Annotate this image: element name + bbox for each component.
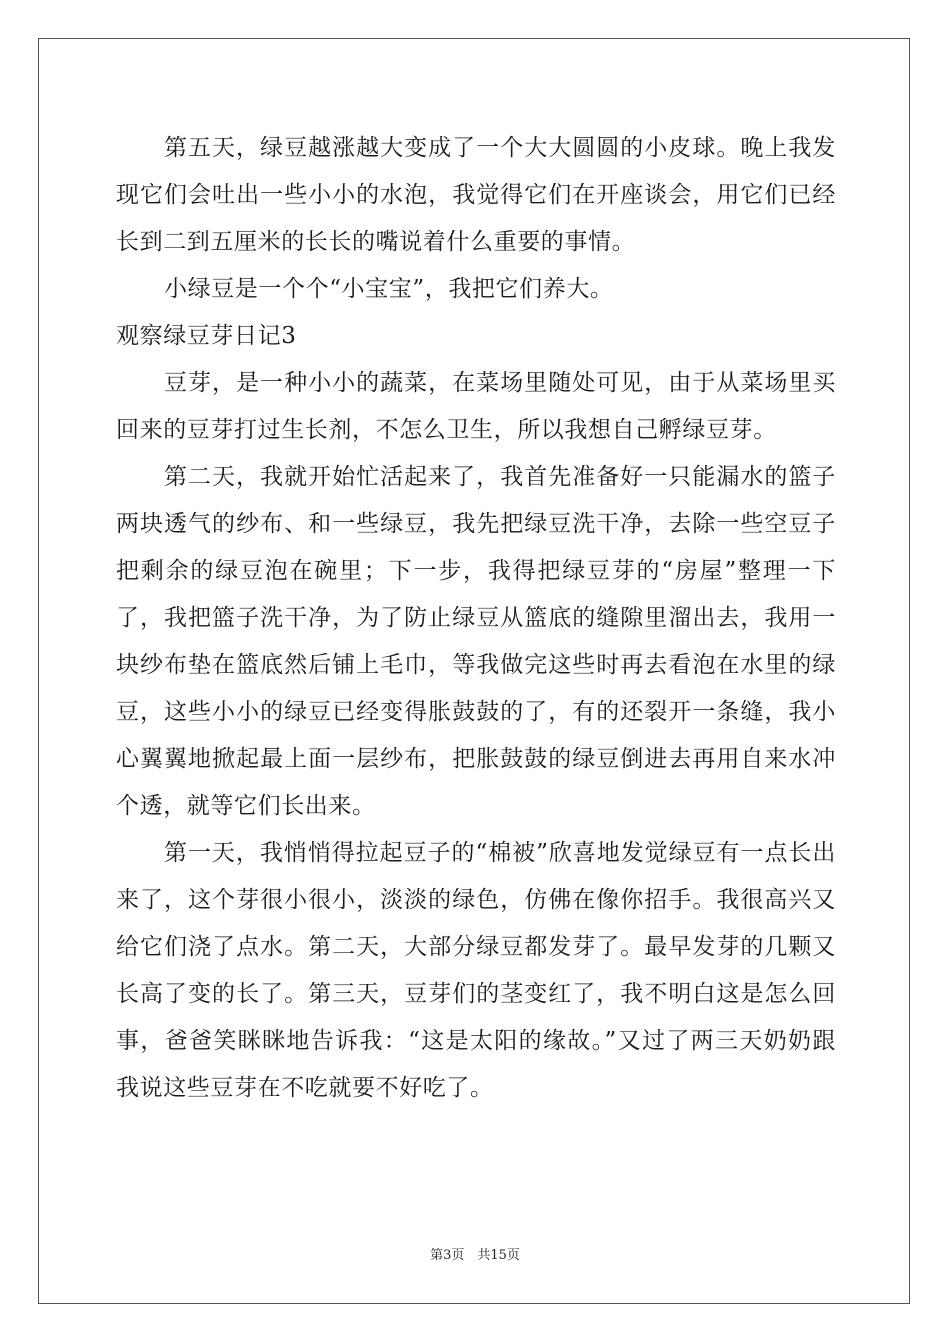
document-body [116,125,836,1112]
paragraph: 第二天，我就开始忙活起来了，我首先准备好一只能漏水的篮子两块透气的纱布、和一些绿豆，我先把绿豆洗干净，去除一些空豆子把剩余的绿豆泡在碗里；下一步，我得把绿豆芽的“房屋”整理一下了，我把篮子洗干净，为了防止绿豆从篮底的缝隙里溜出去，我用一块纱布垫在篮底然后铺上毛巾，等我做完这些时再去看泡在水里的绿豆，这些小小的绿豆已经变得胀鼓鼓的了，有的还裂开一条缝，我小心翼翼地掀起最上面一层纱布，把胀鼓鼓的绿豆倒进去再用自来水冲个透，就等它们长出来。 [116,464,836,819]
page-footer: 第3页 共15页 [430,1248,520,1263]
paragraph: 豆芽，是一种小小的蔬菜，在菜场里随处可见，由于从菜场里买回来的豆芽打过生长剂，不怎么卫生，所以我想自己孵绿豆芽。 [116,370,836,443]
paragraph: 第五天，绿豆越涨越大变成了一个大大圆圆的小皮球。晚上我发现它们会吐出一些小小的水泡，我觉得它们在开座谈会，用它们已经长到二到五厘米的长长的嘴说着什么重要的事情。 [116,135,836,255]
paragraph: 第一天，我悄悄得拉起豆子的“棉被”欣喜地发觉绿豆有一点长出来了，这个芽很小很小，淡淡的绿色，仿佛在像你招手。我很高兴又给它们浇了点水。第二天，大部分绿豆都发芽了。最早发芽的几颗又长高了变的长了。第三天，豆芽们的茎变红了，我不明白这是怎么回事，爸爸笑眯眯地告诉我：“这是太阳的缘故。”又过了两三天奶奶跟我说这些豆芽在不吃就要不好吃了。 [116,840,836,1101]
section-title: 观察绿豆芽日记3 [116,323,297,349]
paragraph: 小绿豆是一个个“小宝宝”，我把它们养大。 [164,276,614,302]
